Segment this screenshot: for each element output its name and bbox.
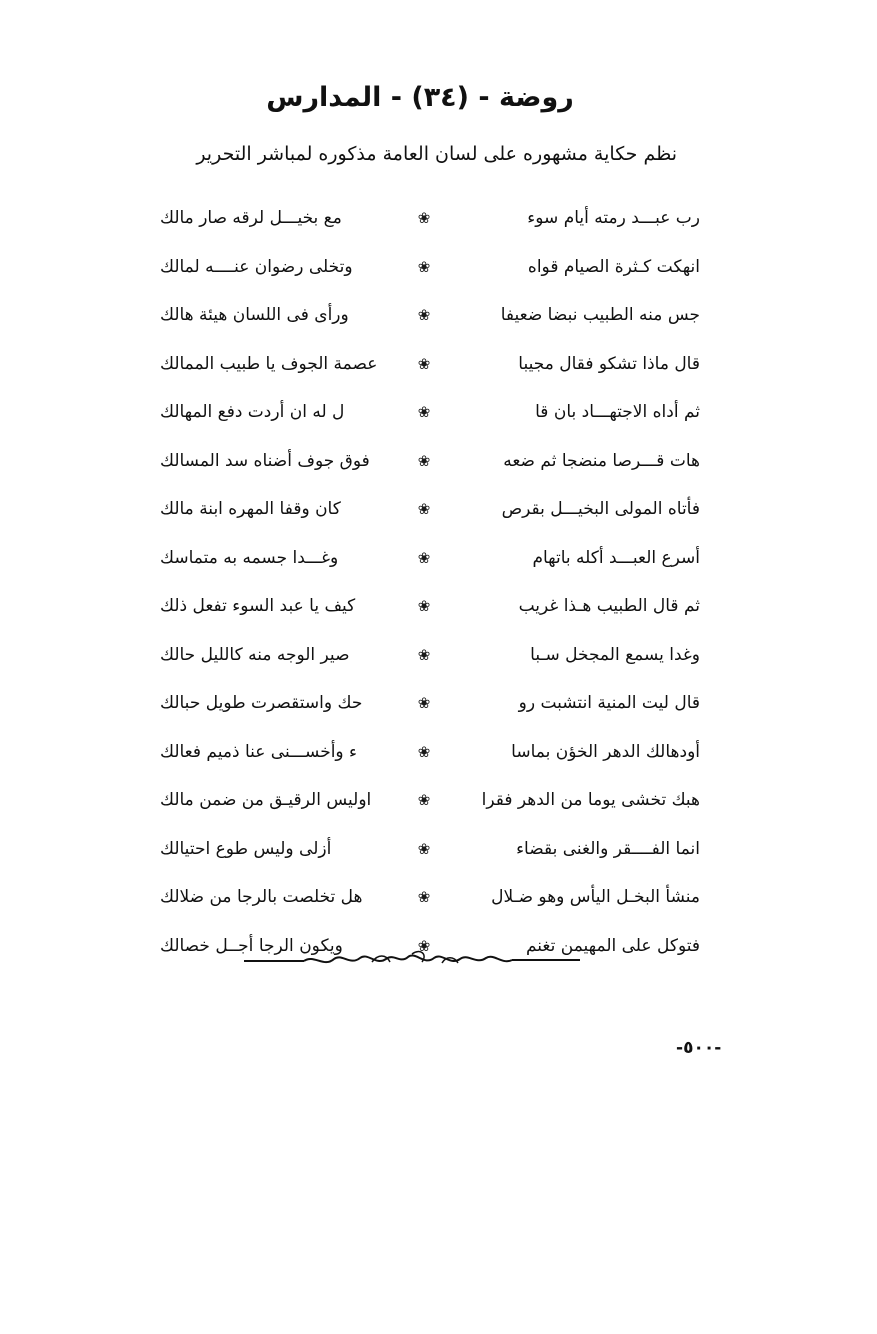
verse-line bbox=[160, 586, 700, 635]
verse-second-hemistich: وتخلى رضوان عنــــه لمالك bbox=[160, 256, 353, 277]
verse-first-hemistich: وغدا يسمع المجخل سـبا bbox=[530, 644, 700, 665]
verse-line bbox=[160, 489, 700, 538]
flower-separator-icon: ❀ bbox=[417, 791, 431, 809]
verse-first-hemistich: جس منه الطبيب نبضا ضعيفا bbox=[500, 305, 700, 325]
verse-first-hemistich: ثم قال الطبيب هـذا غريب bbox=[518, 596, 700, 616]
verse-line bbox=[160, 392, 700, 441]
flower-separator-icon: ❀ bbox=[417, 548, 431, 567]
verse-line bbox=[160, 732, 700, 781]
verse-line bbox=[160, 247, 700, 296]
verse-second-hemistich: عصمة الجوف يا طبيب الممالك bbox=[160, 353, 378, 374]
verse-line bbox=[160, 635, 700, 684]
verse-first-hemistich: فتوكل على المهيمن تغنم bbox=[525, 935, 700, 956]
flower-separator-icon: ❀ bbox=[417, 354, 431, 373]
verse-second-hemistich: ورأى فى اللسان هيئة هالك bbox=[160, 305, 349, 325]
intro-line: نظم حكاية مشهوره على لسان العامة مذكوره لمباشر التحرير bbox=[196, 143, 677, 165]
verse-second-hemistich: كان وقفا المهره ابنة مالك bbox=[160, 499, 341, 519]
verse-first-hemistich: هات قـــرصا منضجا ثم ضعه bbox=[503, 450, 700, 471]
flower-separator-icon: ❀ bbox=[417, 451, 431, 470]
poem bbox=[160, 198, 700, 974]
verse-first-hemistich: انما الفــــقر والغنى بقضاء bbox=[516, 838, 700, 859]
verse-second-hemistich: حك واستقصرت طويل حبالك bbox=[160, 693, 363, 713]
verse-first-hemistich: قال ماذا تشكو فقال مجيبا bbox=[518, 353, 700, 374]
verse-second-hemistich: ويكون الرجا أجــل خصالك bbox=[160, 935, 343, 956]
verse-second-hemistich: مع بخيـــل لرقه صار مالك bbox=[160, 208, 342, 228]
flower-separator-icon: ❀ bbox=[417, 403, 431, 421]
verse-line bbox=[160, 295, 700, 344]
flower-separator-icon: ❀ bbox=[417, 500, 431, 518]
verse-first-hemistich: منشأ البخـل اليأس وهو ضـلال bbox=[491, 887, 700, 907]
flower-separator-icon: ❀ bbox=[417, 257, 431, 276]
verse-line bbox=[160, 198, 700, 247]
verse-second-hemistich: أزلى وليس طوع احتيالك bbox=[160, 838, 332, 859]
page-number: -٥٠٠- bbox=[676, 1038, 722, 1058]
verse-first-hemistich: أسرع العبـــد أكله باتهام bbox=[532, 547, 700, 568]
flower-separator-icon: ❀ bbox=[417, 209, 431, 227]
verse-second-hemistich: كيف يا عبد السوء تفعل ذلك bbox=[160, 596, 356, 616]
verse-first-hemistich: أودهالك الدهر الخؤن بماسا bbox=[511, 741, 700, 762]
flower-separator-icon: ❀ bbox=[417, 839, 431, 858]
verse-line bbox=[160, 344, 700, 393]
flower-separator-icon: ❀ bbox=[417, 936, 431, 955]
page-title: روضة - (٣٤) - المدارس bbox=[266, 82, 574, 113]
verse-second-hemistich: هل تخلصت بالرجا من ضلالك bbox=[160, 887, 363, 907]
verse-second-hemistich: وغـــدا جسمه به متماسك bbox=[160, 547, 339, 568]
verse-line bbox=[160, 538, 700, 587]
verse-first-hemistich: ثم أداه الاجتهـــاد بان قا bbox=[535, 402, 700, 422]
verse-second-hemistich: اوليس الرقيـق من ضمن مالك bbox=[160, 790, 372, 810]
verse-first-hemistich: هبك تخشى يوما من الدهر فقرا bbox=[481, 790, 700, 810]
verse-first-hemistich: انهكت كـثرة الصيام قواه bbox=[527, 256, 700, 277]
flower-separator-icon: ❀ bbox=[417, 888, 431, 906]
verse-line bbox=[160, 877, 700, 926]
verse-line bbox=[160, 780, 700, 829]
verse-line bbox=[160, 441, 700, 490]
verse-second-hemistich: فوق جوف أضناه سد المسالك bbox=[160, 450, 370, 471]
flower-separator-icon: ❀ bbox=[417, 742, 431, 761]
decorative-ornament bbox=[242, 944, 582, 974]
flower-separator-icon: ❀ bbox=[417, 694, 431, 712]
flower-separator-icon: ❀ bbox=[417, 306, 431, 324]
verse-first-hemistich: رب عبـــد رمته أيام سوء bbox=[527, 208, 700, 228]
verse-first-hemistich: فأتاه المولى البخيـــل بقرص bbox=[501, 499, 700, 519]
verse-line bbox=[160, 683, 700, 732]
verse-first-hemistich: قال ليت المنية انتشبت رو bbox=[518, 693, 700, 713]
verse-second-hemistich: ء وأخســـنى عنا ذميم فعالك bbox=[160, 741, 358, 762]
verse-second-hemistich: ل له ان أردت دفع المهالك bbox=[160, 402, 345, 422]
flower-separator-icon: ❀ bbox=[417, 597, 431, 615]
verse-second-hemistich: صير الوجه منه كالليل حالك bbox=[160, 644, 350, 665]
verse-line bbox=[160, 829, 700, 878]
flower-separator-icon: ❀ bbox=[417, 645, 431, 664]
